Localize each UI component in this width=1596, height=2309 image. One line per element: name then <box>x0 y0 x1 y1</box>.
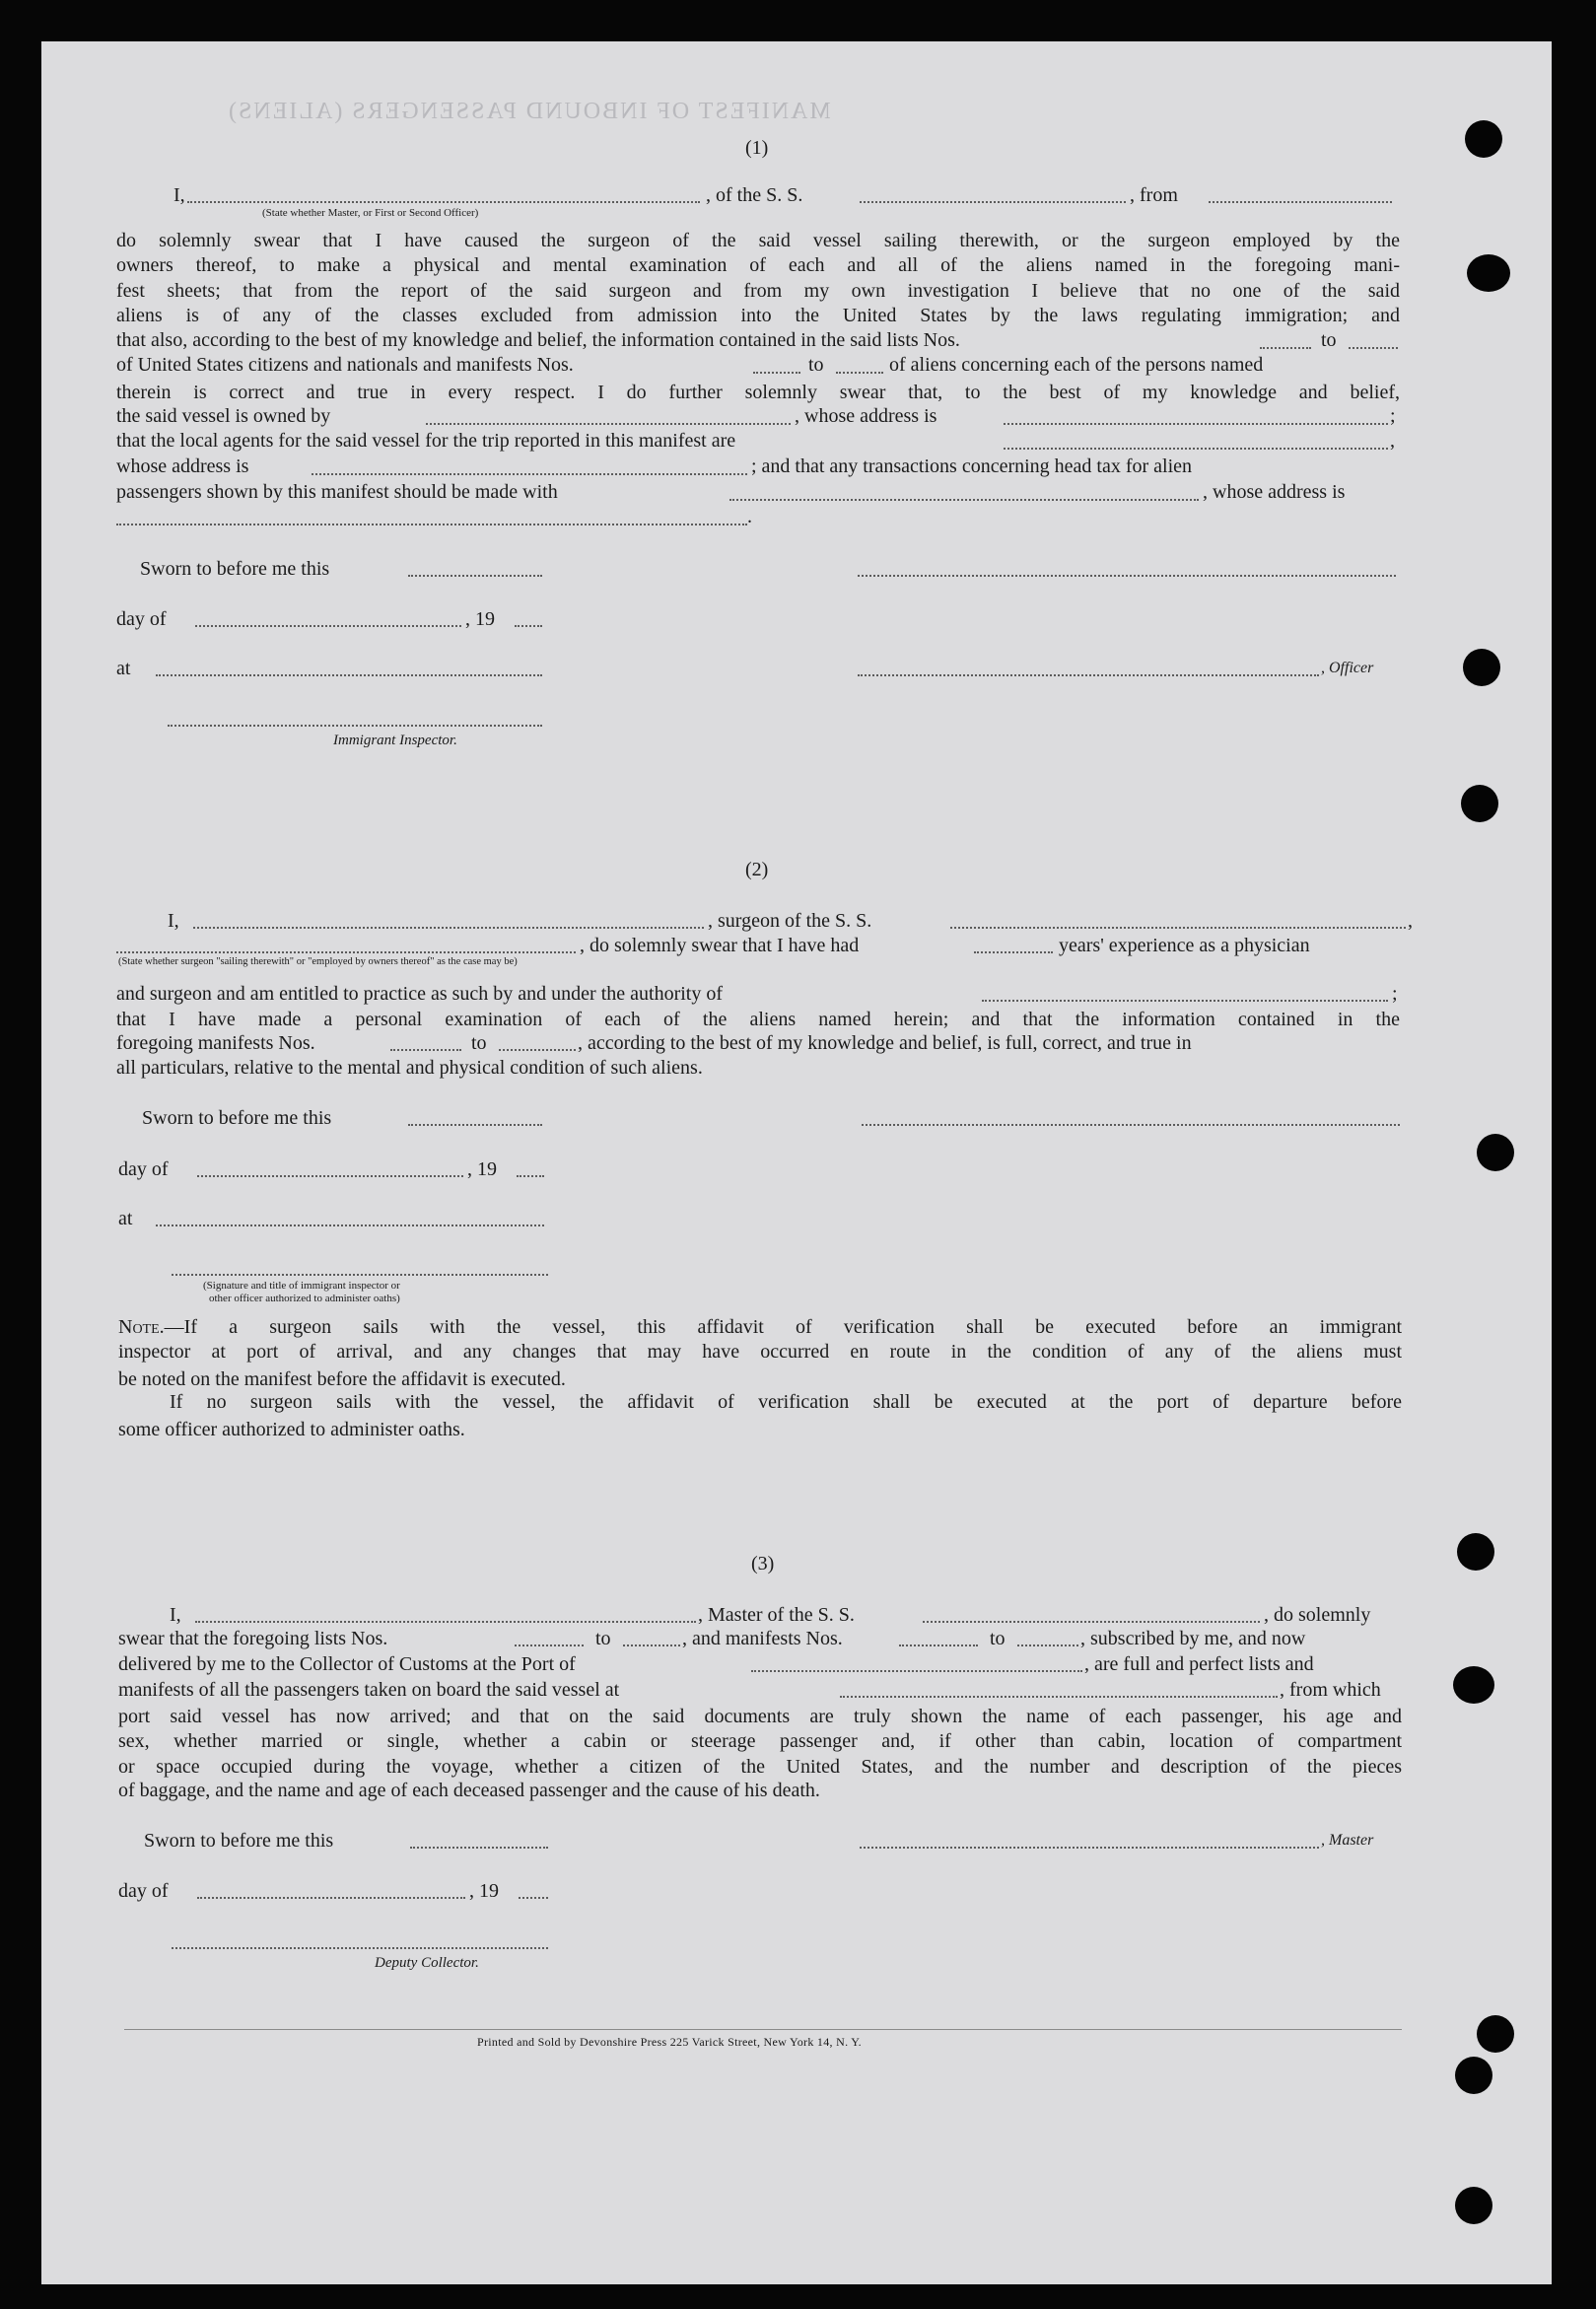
s3-sworn-day-field[interactable] <box>410 1847 548 1849</box>
section-1-number: (1) <box>745 137 769 159</box>
printer-footer: Printed and Sold by Devonshire Press 225 Varick Street, New York 14, N. Y. <box>477 2035 862 2049</box>
s3-master-name-field[interactable] <box>195 1621 696 1623</box>
bleed-through: MANIFEST OF INBOUND PASSENGERS (ALIENS) <box>227 99 831 124</box>
s2-swear: , do solemnly swear that I have had <box>580 935 860 956</box>
s1-line5a: that also, according to the best of my knowledge and belief, the information contained in the said lists Nos. <box>116 329 960 351</box>
s2-at-label: at <box>118 1208 133 1229</box>
s2-note-line: If no surgeon sails with the vessel, the affidavit of verification shall be executed at the port of departure before <box>170 1391 1402 1413</box>
punch-hole <box>1457 1533 1494 1571</box>
s2-surgeon-of: , surgeon of the S. S. <box>708 910 872 932</box>
s2-line3a: and surgeon and am entitled to practice as such by and under the authority of <box>116 983 723 1005</box>
s3-year-label: , 19 <box>469 1880 499 1902</box>
s1-line8a: the said vessel is owned by <box>116 405 331 427</box>
s3-line3a: delivered by me to the Collector of Customs at the Port of <box>118 1653 576 1675</box>
s1-month-field[interactable] <box>195 625 461 627</box>
s1-line10b: ; and that any transactions concerning head tax for alien <box>751 455 1193 477</box>
s2-surgeon-status-field[interactable] <box>116 951 576 953</box>
s1-line11a: passengers shown by this manifest should be made with <box>116 481 558 503</box>
s3-vessel-field[interactable] <box>923 1621 1260 1623</box>
s2-note-line: some officer authorized to administer oaths. <box>118 1419 465 1440</box>
s2-comma: , <box>1408 910 1413 932</box>
s1-line12-end: . <box>747 506 752 527</box>
s2-year-field[interactable] <box>517 1175 544 1177</box>
punch-hole <box>1455 2057 1492 2094</box>
s1-owner-address-field[interactable] <box>1004 423 1388 425</box>
s2-body-line: that I have made a personal examination of each of the aliens named herein; and that the information contained in the <box>116 1009 1400 1030</box>
s1-sworn-label: Sworn to before me this <box>140 558 330 580</box>
section-3-number: (3) <box>751 1553 775 1574</box>
s3-lists-to-field[interactable] <box>623 1644 680 1646</box>
punch-hole <box>1461 785 1498 822</box>
s3-line4a: manifests of all the passengers taken on board the said vessel at <box>118 1679 620 1701</box>
s3-deputy-signature-field[interactable] <box>172 1947 548 1949</box>
punch-hole <box>1453 1666 1494 1704</box>
s2-i-label: I, <box>168 910 179 932</box>
s1-line8b: , whose address is <box>795 405 937 427</box>
s1-year-label: , 19 <box>465 608 495 630</box>
s2-line5a: foregoing manifests Nos. <box>116 1032 315 1054</box>
s3-do-solemnly: , do solemnly <box>1264 1604 1371 1626</box>
s1-line8c: ; <box>1390 405 1396 427</box>
s1-line6c: of aliens concerning each of the persons named <box>889 354 1264 376</box>
s2-vessel-field[interactable] <box>950 927 1406 929</box>
s1-body-line: owners thereof, to make a physical and mental examination of each and all of the aliens named in the foregoing mani- <box>116 254 1400 276</box>
s1-officer-label: , Officer <box>1321 660 1374 676</box>
s1-from: , from <box>1130 184 1178 206</box>
s3-line2c: , and manifests Nos. <box>682 1628 843 1649</box>
s1-at-label: at <box>116 658 131 679</box>
s3-master-label: , Master <box>1321 1832 1374 1849</box>
s2-sig-note-1: (Signature and title of immigrant inspector or <box>203 1280 400 1292</box>
punch-hole <box>1455 2187 1492 2224</box>
punch-hole <box>1477 2015 1514 2053</box>
s1-signature-field[interactable] <box>858 575 1396 577</box>
s3-day-of-label: day of <box>118 1880 169 1902</box>
s1-manifests-to-field[interactable] <box>836 372 883 374</box>
s3-boarding-port-field[interactable] <box>840 1696 1278 1698</box>
s1-manifests-from-field[interactable] <box>753 372 800 374</box>
s2-year-label: , 19 <box>467 1158 497 1180</box>
s1-state-note: (State whether Master, or First or Second Officer) <box>262 207 479 219</box>
punch-hole <box>1477 1134 1514 1171</box>
s1-officer-signature-field[interactable] <box>858 674 1319 676</box>
s1-lists-to-field[interactable] <box>1349 347 1398 349</box>
s2-note-line: be noted on the manifest before the affidavit is executed. <box>118 1368 566 1390</box>
s1-line6a: of United States citizens and nationals and manifests Nos. <box>116 354 574 376</box>
s3-body-line: sex, whether married or single, whether a cabin or steerage passenger and, if other than cabin, location of compartment <box>118 1730 1402 1752</box>
s2-line6: all particulars, relative to the mental and physical condition of such aliens. <box>116 1057 703 1079</box>
s1-inspector-label: Immigrant Inspector. <box>333 733 457 748</box>
s2-manifests-to-field[interactable] <box>499 1049 576 1051</box>
s2-surgeon-name-field[interactable] <box>193 927 704 929</box>
s3-line2a: swear that the foregoing lists Nos. <box>118 1628 388 1649</box>
s1-lists-from-field[interactable] <box>1260 347 1311 349</box>
s3-year-field[interactable] <box>519 1897 548 1899</box>
s1-sworn-day-field[interactable] <box>408 575 542 577</box>
section-2-number: (2) <box>745 859 769 880</box>
s1-body-line: do solemnly swear that I have caused the surgeon of the said vessel sailing therewith, or the surgeon employed by the <box>116 230 1400 251</box>
s1-owner-field[interactable] <box>426 423 791 425</box>
s2-sworn-day-field[interactable] <box>408 1124 542 1126</box>
s1-place-field[interactable] <box>156 674 542 676</box>
punch-hole <box>1463 649 1500 686</box>
s2-line3b: ; <box>1392 983 1398 1005</box>
s2-place-field[interactable] <box>156 1224 544 1226</box>
s2-month-field[interactable] <box>197 1175 463 1177</box>
s1-agents-field[interactable] <box>1004 448 1388 450</box>
s1-head-tax-address-field[interactable] <box>116 524 747 525</box>
s3-master-signature-field[interactable] <box>860 1847 1319 1849</box>
s1-body-line: aliens is of any of the classes excluded from admission into the United States by the laws regulating immigration; and <box>116 305 1400 326</box>
s2-note-line: Note.—If a surgeon sails with the vessel, this affidavit of verification shall be executed before an immigrant <box>118 1316 1402 1338</box>
s1-inspector-signature-field[interactable] <box>168 725 542 727</box>
s3-lists-from-field[interactable] <box>515 1644 584 1646</box>
s1-body-line: therein is correct and true in every respect. I do further solemnly swear that, to the best of my knowledge and belief, <box>116 382 1400 403</box>
punch-hole <box>1467 254 1510 292</box>
s2-years-field[interactable] <box>974 951 1053 953</box>
s1-head-tax-field[interactable] <box>729 499 1199 501</box>
s2-years: years' experience as a physician <box>1059 935 1310 956</box>
s3-month-field[interactable] <box>197 1897 465 1899</box>
s1-agents-address-field[interactable] <box>312 473 747 475</box>
s1-body-line: fest sheets; that from the report of the said surgeon and from my own investigation I believe that no one of the said <box>116 280 1400 302</box>
s3-line3b: , are full and perfect lists and <box>1084 1653 1314 1675</box>
s1-vessel-name-field[interactable] <box>860 201 1126 203</box>
s1-line9b: , <box>1390 430 1395 452</box>
s1-day-of-label: day of <box>116 608 167 630</box>
s2-note-line: inspector at port of arrival, and any changes that may have occurred en route in the condition of any of the aliens must <box>118 1341 1402 1363</box>
s1-line10a: whose address is <box>116 455 249 477</box>
s2-state-note: (State whether surgeon "sailing therewith" or "employed by owners thereof" as the case may be) <box>118 956 518 967</box>
s2-sig-note-2: other officer authorized to administer oaths) <box>209 1293 400 1304</box>
s3-body-line: of baggage, and the name and age of each deceased passenger and the cause of his death. <box>118 1780 820 1801</box>
s2-inspector-signature-field[interactable] <box>172 1274 548 1276</box>
s2-sworn-label: Sworn to before me this <box>142 1107 332 1129</box>
s3-line2d: to <box>990 1628 1006 1649</box>
s3-line2e: , subscribed by me, and now <box>1080 1628 1306 1649</box>
s1-of-ss: , of the S. S. <box>706 184 803 206</box>
s3-sworn-label: Sworn to before me this <box>144 1830 334 1852</box>
s3-port-field[interactable] <box>751 1670 1082 1672</box>
s3-i-label: I, <box>170 1604 181 1626</box>
s2-note-label: Note. <box>118 1316 165 1338</box>
footer-rule <box>124 2029 1402 2030</box>
s1-from-port-field[interactable] <box>1209 201 1392 203</box>
s1-i-label: I, <box>173 184 185 206</box>
s3-line2b: to <box>595 1628 611 1649</box>
punch-hole <box>1465 120 1502 158</box>
s1-line9a: that the local agents for the said vessel for the trip reported in this manifest are <box>116 430 736 452</box>
s1-officer-name-field[interactable] <box>187 201 700 203</box>
s1-line11b: , whose address is <box>1203 481 1346 503</box>
s3-deputy-label: Deputy Collector. <box>375 1955 479 1971</box>
s3-master-of: , Master of the S. S. <box>698 1604 855 1626</box>
s1-line6b: to <box>808 354 824 376</box>
s1-year-field[interactable] <box>515 625 542 627</box>
s3-line4b: , from which <box>1280 1679 1381 1701</box>
s2-manifests-from-field[interactable] <box>390 1049 461 1051</box>
s2-line5b: to <box>471 1032 487 1054</box>
s3-manifests-from-field[interactable] <box>899 1644 978 1646</box>
s3-body-line: or space occupied during the voyage, whether a citizen of the United States, and the number and description of the pieces <box>118 1756 1402 1778</box>
s2-line5c: , according to the best of my knowledge and belief, is full, correct, and true in <box>578 1032 1192 1054</box>
s2-day-of-label: day of <box>118 1158 169 1180</box>
s2-authority-field[interactable] <box>982 1000 1388 1002</box>
s1-line5b: to <box>1321 329 1337 351</box>
s2-signature-field[interactable] <box>862 1124 1400 1126</box>
s3-body-line: port said vessel has now arrived; and that on the said documents are truly shown the name of each passenger, his age and <box>118 1706 1402 1727</box>
s3-manifests-to-field[interactable] <box>1017 1644 1078 1646</box>
